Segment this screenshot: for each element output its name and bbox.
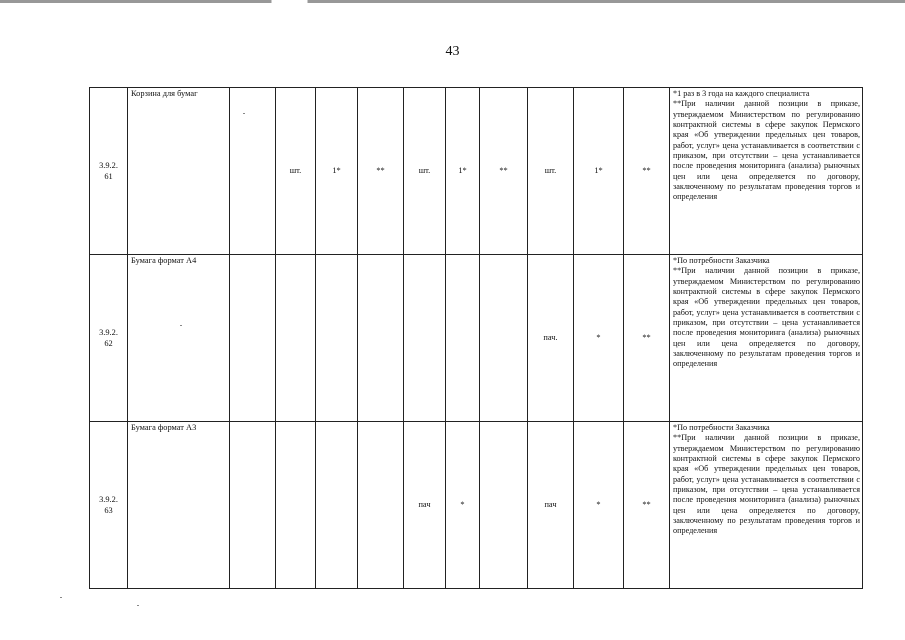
quantity-cell: 1* [574, 88, 624, 255]
price-cell [480, 255, 528, 422]
price-cell: ** [624, 422, 670, 589]
unit-cell: шт. [528, 88, 574, 255]
quantity-cell [316, 255, 358, 422]
procurement-table [89, 87, 863, 589]
unit-cell: пач [528, 422, 574, 589]
scan-speck [60, 597, 62, 598]
unit-cell: пач. [528, 255, 574, 422]
cell [230, 255, 276, 422]
note-cell [670, 88, 863, 255]
row-code: 3.9.2. 63 [90, 422, 128, 589]
item-name: Бумага формат А3 [128, 422, 230, 589]
row-code: 3.9.2. 62 [90, 255, 128, 422]
unit-cell [276, 422, 316, 589]
quantity-cell: * [574, 422, 624, 589]
price-cell: ** [358, 88, 404, 255]
quantity-cell: 1* [316, 88, 358, 255]
note-line: *1 раз в 3 года на каждого специалиста [673, 89, 810, 98]
table-row [90, 88, 863, 255]
price-cell: ** [480, 88, 528, 255]
price-cell [480, 422, 528, 589]
quantity-cell: * [574, 255, 624, 422]
unit-cell [276, 255, 316, 422]
cell [230, 88, 276, 255]
quantity-cell [316, 422, 358, 589]
note-line: **При наличии данной позиции в приказе, утверждаемом Министерством по регулированию контрактной системы в сфере закупок Пермского края «Об утверждении предельных цен товаров, работ, услуг» цена устанавливается в соответствии с приказом, при отсутствии – цена устанавливается после проведения мониторинга (анализа) рыночных цен или цена определяется по договору, заключенному по результатам проведения торгов и определения [673, 99, 860, 202]
item-name: Корзина для бумаг [128, 88, 230, 255]
scan-speck [243, 113, 245, 114]
quantity-cell: 1* [446, 88, 480, 255]
unit-cell: шт. [276, 88, 316, 255]
note-line: *По потребности Заказчика [673, 256, 770, 265]
unit-cell [404, 255, 446, 422]
quantity-cell: * [446, 422, 480, 589]
price-cell [358, 255, 404, 422]
unit-cell: шт. [404, 88, 446, 255]
table-row [90, 422, 863, 589]
note-cell [670, 422, 863, 589]
price-cell [358, 422, 404, 589]
unit-cell: пач [404, 422, 446, 589]
price-cell: ** [624, 88, 670, 255]
price-cell: ** [624, 255, 670, 422]
note-line: **При наличии данной позиции в приказе, утверждаемом Министерством по регулированию контрактной системы в сфере закупок Пермского края «Об утверждении предельных цен товаров, работ, услуг» цена устанавливается в соответствии с приказом, при отсутствии – цена устанавливается после проведения мониторинга (анализа) рыночных цен или цена определяется по договору, заключенному по результатам проведения торгов и определения [673, 433, 860, 536]
scan-speck [180, 325, 182, 326]
scan-top-edge [0, 0, 905, 3]
quantity-cell [446, 255, 480, 422]
note-line: *По потребности Заказчика [673, 423, 770, 432]
page-number: 43 [445, 44, 460, 59]
note-line: **При наличии данной позиции в приказе, утверждаемом Министерством по регулированию контрактной системы в сфере закупок Пермского края «Об утверждении предельных цен товаров, работ, услуг» цена устанавливается в соответствии с приказом, при отсутствии – цена устанавливается после проведения мониторинга (анализа) рыночных цен или цена определяется по договору, заключенному по результатам проведения торгов и определения [673, 266, 860, 369]
cell [230, 422, 276, 589]
item-name: Бумага формат А4 [128, 255, 230, 422]
note-cell [670, 255, 863, 422]
table-row [90, 255, 863, 422]
scan-speck [137, 605, 139, 606]
row-code: 3.9.2. 61 [90, 88, 128, 255]
